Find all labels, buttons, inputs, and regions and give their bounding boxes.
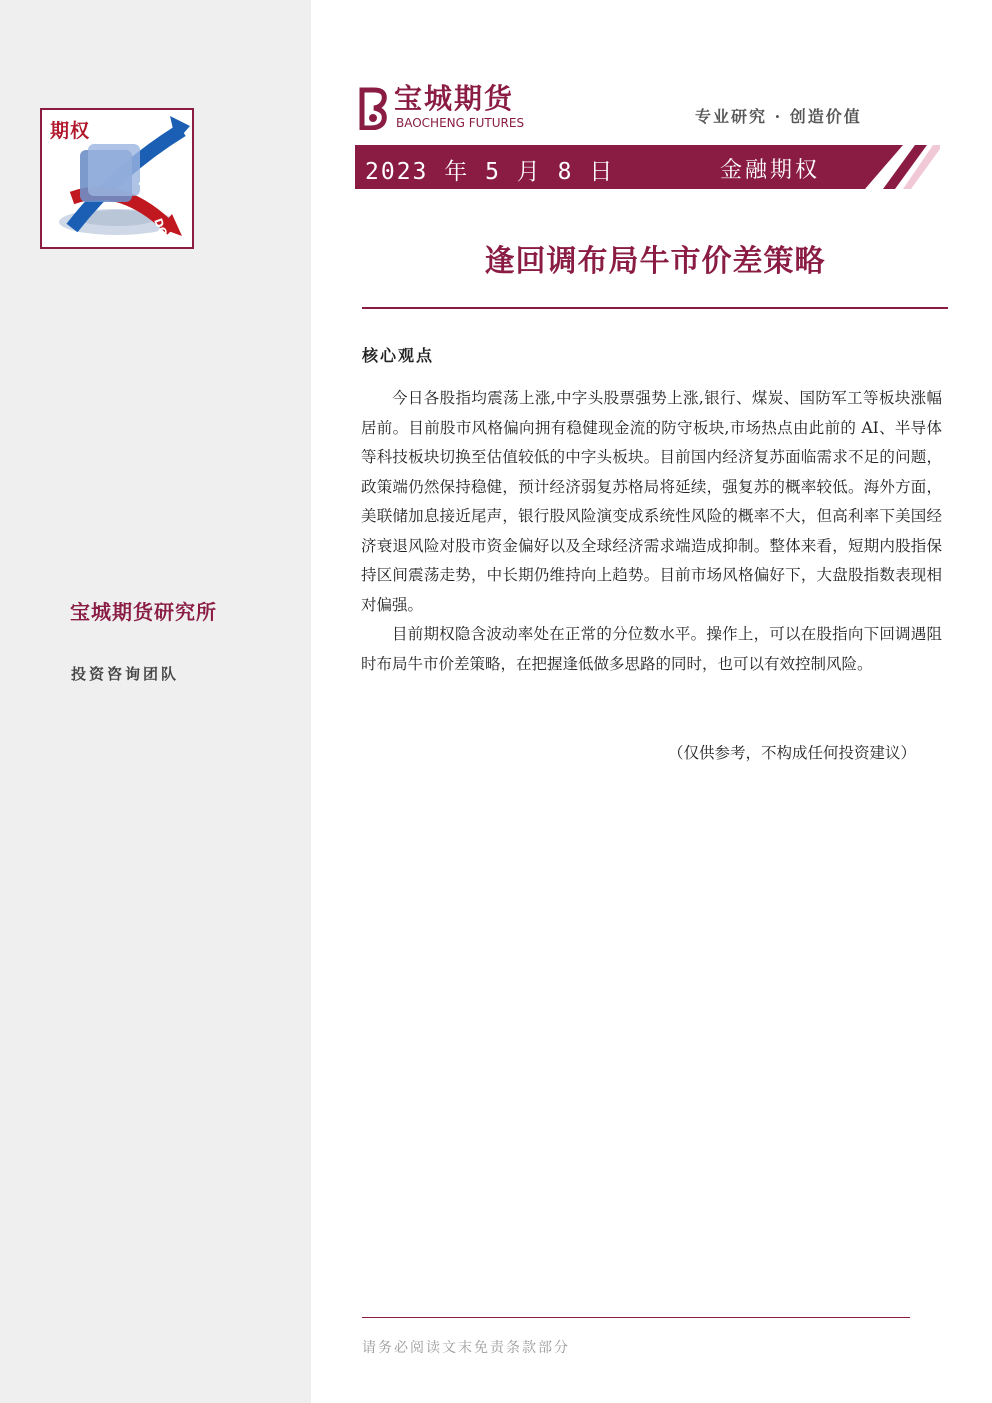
cover-tag: 期权 [50,120,91,142]
sidebar [0,0,311,1403]
report-category: 金融期权 [720,158,821,183]
institute-name: 宝城期货研究所 [70,600,217,624]
footer-note: 请务必阅读文末免责条款部分 [362,1340,570,1356]
paragraph: 目前期权隐含波动率处在正常的分位数水平。操作上，可以在股指向下回调遇阻时布局牛市价差策略，在把握逢低做多思路的同时，也可以有效控制风险。 [361,625,942,673]
report-body [361,384,942,679]
disclaimer: （仅供参考，不构成任何投资建议） [668,744,917,762]
section-heading: 核心观点 [362,346,435,365]
report-date: 2023 年 5 月 8 日 [365,159,615,185]
title-divider [362,307,948,309]
company-name-en: BAOCHENG FUTURES [396,116,525,130]
up-word: UP [136,167,160,192]
report-title: 逢回调布局牛市价差策略 [484,244,826,279]
slogan: 专业研究 · 创造价值 [695,107,862,126]
paragraph: 今日各股指均震荡上涨,中字头股票强势上涨,银行、煤炭、国防军工等板块涨幅居前。目前股市风格偏向拥有稳健现金流的防守板块,市场热点由此前的 AI、半导体等科技板块切换至估值较低的中字头板块。目前国内经济复苏面临需求不足的问题，政策端仍然保持稳健，预计经济弱复苏格局将延续，强复苏的概率较低。海外方面，美联储加息接近尾声，银行股风险演变成系统性风险的概率不大，但高利率下美国经济衰退风险对股市资金偏好以及全球经济需求端造成抑制。整体来看，短期内股指保持区间震荡走势，中长期仍维持向上趋势。目前市场风格偏好下，大盘股指数表现相对偏强。 [361,389,942,614]
down-word: DO [151,216,170,239]
company-name-cn: 宝城期货 [394,82,515,115]
footer-divider [362,1317,910,1318]
company-logo-icon [356,86,390,130]
team-name: 投资咨询团队 [71,665,180,683]
options-cover-image [40,108,194,249]
